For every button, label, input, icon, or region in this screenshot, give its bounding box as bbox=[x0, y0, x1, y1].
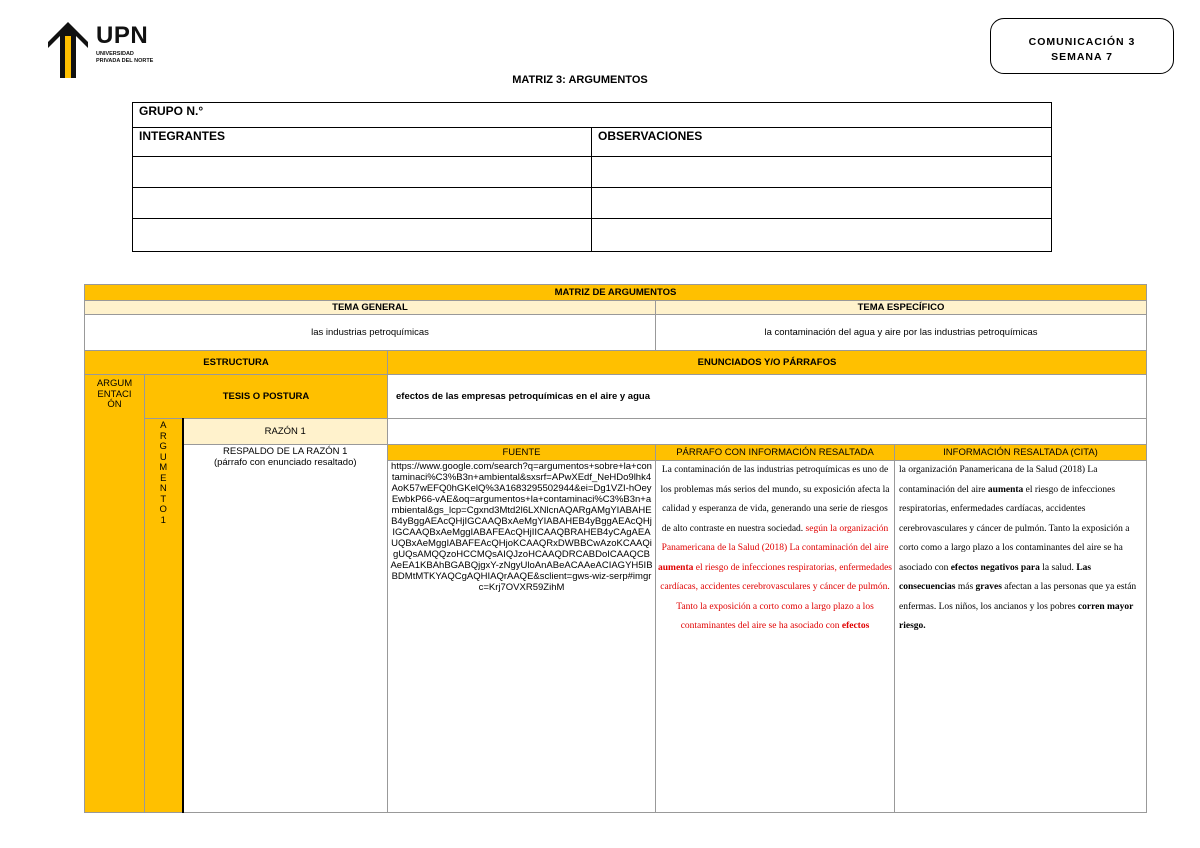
course-week: SEMANA 7 bbox=[1051, 51, 1113, 63]
support-label bbox=[183, 445, 388, 813]
cited-text: afectan a las personas que ya están enfermas. Los niños, los ancianos y los pobres bbox=[899, 582, 1137, 612]
course-name: COMUNICACIÓN 3 bbox=[1028, 36, 1136, 48]
group-table bbox=[132, 102, 1052, 252]
cited-text: el riesgo de infecciones respiratorias, enfermedades cardíacas, accidentes cerebrovasculares y cáncer de pulmón. Tanto la exposición a corto como a largo plazo a los contaminantes del aire se ha asociado con bbox=[899, 484, 1130, 573]
group-number-label: GRUPO N.° bbox=[133, 103, 1052, 128]
observation-cell[interactable] bbox=[592, 219, 1052, 252]
paragraph-red-text: según la organización Panamericana de la Salud (2018) La contaminación del aire bbox=[661, 523, 889, 553]
course-box bbox=[990, 18, 1174, 74]
member-cell[interactable] bbox=[133, 157, 592, 188]
paragraph-red-bold: efectos bbox=[841, 621, 870, 631]
observation-cell[interactable] bbox=[592, 188, 1052, 219]
member-cell[interactable] bbox=[133, 188, 592, 219]
upn-arrow-icon bbox=[46, 22, 90, 78]
observation-cell[interactable] bbox=[592, 157, 1052, 188]
paragraph-red-text: el riesgo de infecciones respiratorias, enfermedades cardíacas, accidentes cerebrovasculares y cáncer de pulmón. Tanto la exposición a corto como a largo plazo a los contaminantes del aire se ha asociado con bbox=[660, 562, 892, 631]
paragraph-header: PÁRRAFO CON INFORMACIÓN RESALTADA bbox=[656, 445, 895, 461]
argumentation-label: ARGUMENTACIÓN bbox=[85, 375, 145, 813]
structure-header: ESTRUCTURA bbox=[85, 351, 388, 375]
cited-text: la salud. bbox=[1039, 562, 1077, 573]
thesis-label: TESIS O POSTURA bbox=[145, 375, 388, 419]
cited-information[interactable] bbox=[895, 461, 1147, 813]
cited-bold: graves bbox=[975, 582, 1002, 592]
members-header: INTEGRANTES bbox=[133, 128, 592, 157]
statements-header: ENUNCIADOS Y/O PÁRRAFOS bbox=[388, 351, 1147, 375]
logo-brand: UPN bbox=[96, 22, 149, 49]
cited-bold: aumenta bbox=[987, 484, 1024, 495]
argument-1-label: ARGUMENTO 1 bbox=[145, 419, 183, 813]
paragraph-black-text: La contaminación de las industrias petroquímicas es uno de los problemas más serios del mundo, su exposición afecta la calidad y esperanza de vida, generando una serie de riesgos de alto contraste en nuestra sociedad. bbox=[660, 465, 890, 534]
support-label-title: RESPALDO DE LA RAZÓN 1 bbox=[223, 446, 348, 457]
source-header: FUENTE bbox=[388, 445, 656, 461]
logo-subtitle: UNIVERSIDAD PRIVADA DEL NORTE bbox=[96, 51, 154, 64]
general-topic-header: TEMA GENERAL bbox=[85, 301, 656, 315]
member-cell[interactable] bbox=[133, 219, 592, 252]
matrix-title: MATRIZ DE ARGUMENTOS bbox=[85, 285, 1147, 301]
observations-header: OBSERVACIONES bbox=[592, 128, 1052, 157]
upn-logo bbox=[46, 22, 154, 80]
general-topic[interactable]: las industrias petroquímicas bbox=[85, 315, 656, 351]
cited-text: más bbox=[955, 582, 976, 592]
source-url[interactable]: https://www.google.com/search?q=argumentos+sobre+la+contaminaci%C3%B3n+ambiental&sxsrf=APwXEdf_NeHDo9lhk4AoK57wEFQ0hGKelQ%3A1683295502944&ei=Dg1VZI-hOeyEwbkP66-vAE&oq=argumentos+la+contaminaci%C3%B3n+ambiental&gs_lcp=Cgxnd3Mtd2l6LXNlcnAQARgAMgYIABAHEB4yBggAEAcQHjIGCAAQBxAeMgYIABAHEB4yBggAEAcQHjIGCAAQBxAeMggIABAFEAcQHjIICAAQBRAHEB4yCAgAEAUQBxAeMggIABAFEAcQHjoKCAAQRxDWBBCwAzoKCAAQigUQsAMQQzoHCCMQsAIQJzoHCAAQDRCABDoICAAQCBAeEA1KBAhBGABQjgxY-zNgyUloAnABeACAAeACIAGYH5IBBDMtMTKYAQCgAQHIAQrAAQE&sclient=gws-wiz-serp#imgrc=Krj7OVXR59ZihM bbox=[388, 461, 656, 813]
page-title: MATRIZ 3: ARGUMENTOS bbox=[512, 74, 648, 86]
support-label-note: (párrafo con enunciado resaltado) bbox=[213, 457, 357, 468]
cited-header: INFORMACIÓN RESALTADA (CITA) bbox=[895, 445, 1147, 461]
specific-topic[interactable]: la contaminación del agua y aire por las industrias petroquímicas bbox=[656, 315, 1147, 351]
argument-matrix bbox=[84, 284, 1147, 813]
cited-bold: efectos negativos para bbox=[950, 562, 1040, 573]
reason-1-label: RAZÓN 1 bbox=[183, 419, 388, 445]
cited-bold: corren mayor riesgo. bbox=[899, 601, 1134, 631]
paragraph-red-bold: aumenta bbox=[658, 562, 694, 573]
specific-topic-header: TEMA ESPECÍFICO bbox=[656, 301, 1147, 315]
thesis-text[interactable]: efectos de las empresas petroquímicas en el aire y agua bbox=[388, 375, 1147, 419]
highlighted-paragraph[interactable] bbox=[656, 461, 895, 813]
cited-bold: Las consecuencias bbox=[899, 562, 1092, 592]
cited-text: la organización Panamericana de la Salud (2018) La contaminación del aire bbox=[899, 465, 1098, 495]
reason-1-text[interactable] bbox=[388, 419, 1147, 445]
